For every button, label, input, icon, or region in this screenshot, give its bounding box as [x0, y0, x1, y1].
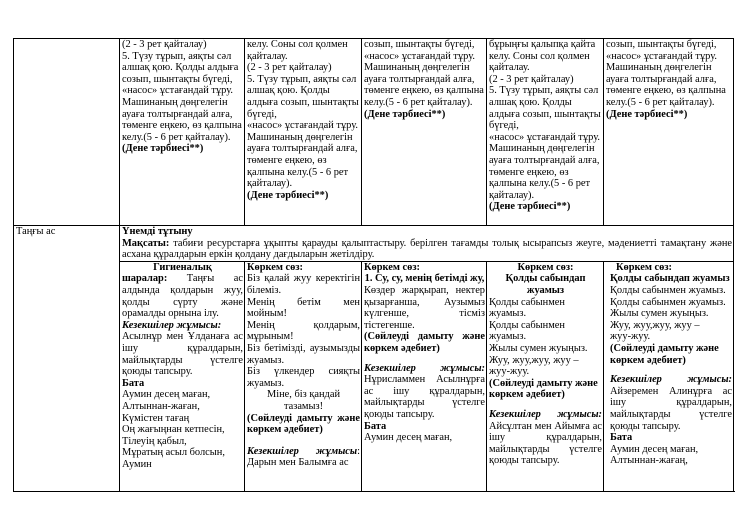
breakfast-goal-cell: Үнемді тұтыну Мақсаты: табиғи ресурстарға ұқыпты қарауды қалыптастыру. берілген тағамды толық ысырапсыз жеугe, мәдениетті тамақтану және асхана құралдарын еркін қолдану дағдыларын жетілдіру. [120, 226, 734, 262]
schedule-table [13, 38, 734, 492]
exercise-cell-5: созып, шынтақты бүгеді, «насос» ұстағандай тұру. Машинаның дөңгелегін ауаға толтырғандай алға, төменге еңкею, өз қалпына келу.(5 - 6 рет қайталау). (Дене тәрбиесі**) [604, 39, 734, 226]
breakfast-cell-2: Көркем сөз: Біз қалай жуу керектігін білеміз. Менің бетім мен мойным! Менің қолдарым, мұрыным! Біз бетімізді, аузымызды жуамыз. Біз үлкендер сияқты жуамыз. Міне, біз қандай тазамыз! (Сөйлеуді дамыту және көркем әдебиет) Кезекшілер жұмысы: Дарын мен Балымға ас [245, 261, 362, 491]
table-row [14, 261, 734, 491]
row-label-cell [14, 39, 120, 226]
breakfast-cell-5: Көркем сөз: Қолды сабындап жуамыз Қолды сабынмен жуамыз. Қолды сабынмен жуамыз. Жылы сумен жуыңыз. Жуу, жуу,жуу, жуу – жуу-жуу. (Сөйлеуді дамыту және көркем әдебиет) Кезекшілер жұмысы: Айзеремен Алинұрға ас ішу құралдарын, майлықтарды үстелге қоюды тапсыру. Бата Аумин десең маған, Алтыннан-жағаң, [604, 261, 734, 491]
table-row [14, 226, 734, 262]
breakfast-cell-4: Көркем сөз: Қолды сабындап жуамыз Қолды сабынмен жуамыз. Қолды сабынмен жуамыз. Жылы сумен жуыңыз. Жуу, жуу,жуу, жуу – жуу-жуу. (Сөйлеуді дамыту және көркем әдебиет) Кезекшілер жұмысы: Айсұлтан мен Айымға ас ішу құралдарын, майлықтарды үстелге қоюды тапсыру. [487, 261, 604, 491]
exercise-cell-1: (2 - 3 рет қайталау) 5. Түзу тұрып, аяқты сәл алшақ қою. Қолды алдыға созып, шынтақты бүгеді, «насос» ұстағандай тұру. Машинаның дөңгелегін ауаға толтырғандай алға, төменге еңкею, өз қалпына келу.(5 - 6 рет қайталау). (Дене тәрбиесі**) [120, 39, 245, 226]
exercise-cell-3: созып, шынтақты бүгеді, «насос» ұстағандай тұру. Машинаның дөңгелегін ауаға толтырғандай алға, төменге еңкею, өз қалпына келу.(5 - 6 рет қайталау). (Дене тәрбиесі**) [362, 39, 487, 226]
breakfast-label: Таңғы ас [14, 226, 120, 492]
breakfast-heading: Үнемді тұтыну [122, 226, 193, 237]
breakfast-cell-3: Көркем сөз: 1. Су, су, менің бетімді жу, Көздер жарқырап, нектер қызарғанша, Аузымыз күлгенше, тісміз тістегенше. (Сөйлеуді дамыту және көркем әдебиет) Кезекшілер жұмысы: Нұрисламмен Асылнұрға ас ішу құралдарын, майлықтарды үстелге қоюды тапсыру. Бата Аумин десең маған, [362, 261, 487, 491]
exercise-cell-2: келу. Соны сол қолмен қайталау. (2 - 3 рет қайталау) 5. Түзу тұрып, аяқты сәл алшақ қою. Қолды алдыға созып, шынтақты бүгеді, «насос» ұстағандай тұру. Машинаның дөңгелегін ауаға толтырғандай алға, төменге еңкею, өз қалпына келу.(5 - 6 рет қайталау). (Дене тәрбиесі**) [245, 39, 362, 226]
breakfast-cell-1: Гигиеналық шаралар: Таңғы ас алдында қолдарын жуу, қолды сүрту және орамалды орнына ілу. Кезекшілер жұмысы: Асылнұр мен Ұлданаға ас ішу құралдарын, майлықтарды үстелге қоюды тапсыру. Бата Аумин десең маған, Алтыннан-жаған, Күмістен тағаң Оң жағыңнан кетпесін, Тілеуің қабыл, Мұратың асыл болсын, Аумин [120, 261, 245, 491]
table-row [14, 39, 734, 226]
exercise-cell-4: бұрыңғы қалыпқа қайта келу. Соны сол қолмен қайталау. (2 - 3 рет қайталау) 5. Түзу тұрып, аяқты сәл алшақ қою. Қолды алдыға созып, шынтақты бүгеді, «насос» ұстағандай тұру. Машинаның дөңгелегін ауаға толтырғандай алға, төменге еңкею, өз қалпына келу.(5 - 6 рет қайталау). (Дене тәрбиесі**) [487, 39, 604, 226]
